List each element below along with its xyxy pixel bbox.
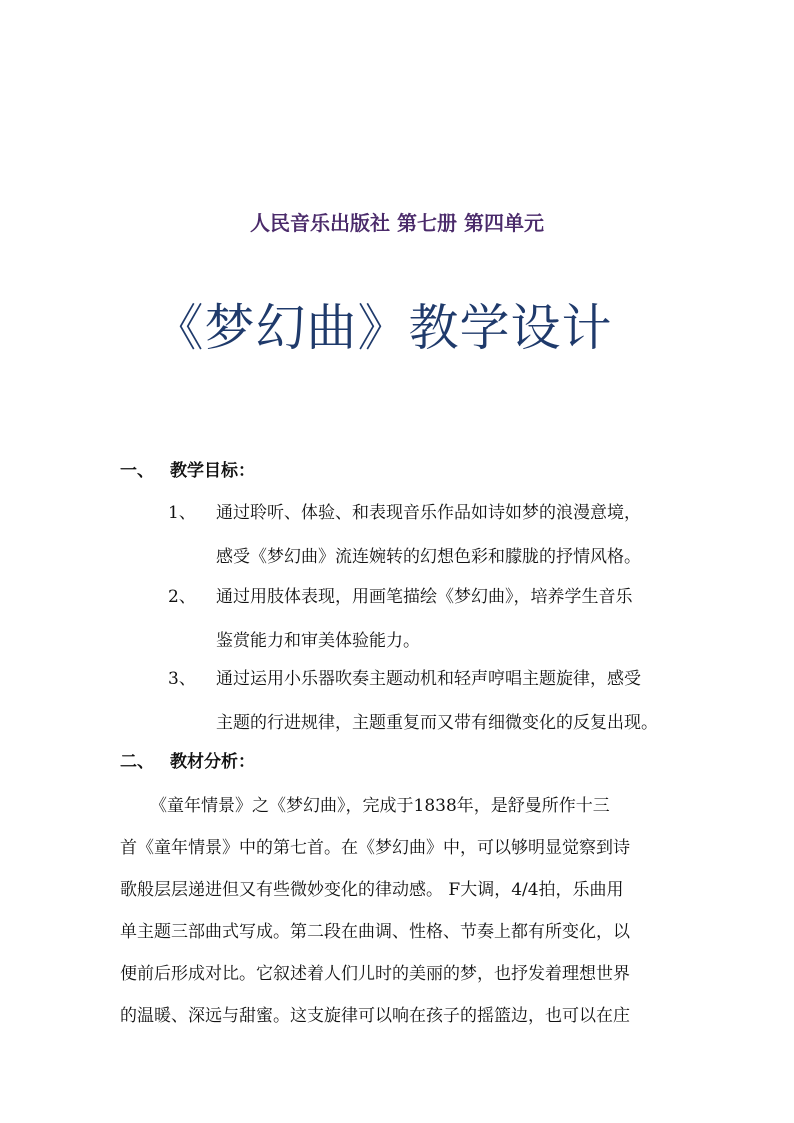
paragraph-line: 便前后形成对比。它叙述着人们儿时的美丽的梦，也抒发着理想世界	[120, 964, 630, 984]
item-number: 2、	[168, 587, 196, 607]
section-number: 一、	[120, 461, 154, 481]
section-number: 二、	[120, 752, 154, 772]
section-heading-analysis	[120, 749, 255, 775]
item-number: 3、	[168, 669, 196, 689]
item-text-line1: 通过运用小乐器吹奏主题动机和轻声哼唱主题旋律，感受	[216, 669, 641, 689]
paragraph-line: 首《童年情景》中的第七首。在《梦幻曲》中，可以够明显觉察到诗	[120, 838, 630, 858]
section-title: 教学目标：	[170, 461, 255, 481]
page-title: 《梦幻曲》教学设计	[153, 299, 613, 357]
paragraph-line: 单主题三部曲式写成。第二段在曲调、性格、节奏上都有所变化，以	[120, 922, 630, 942]
item-text-line1: 通过用肢体表现，用画笔描绘《梦幻曲》，培养学生音乐	[216, 587, 633, 607]
item-number: 1、	[168, 503, 196, 523]
item-text-line2: 感受《梦幻曲》流连婉转的幻想色彩和朦胧的抒情风格。	[216, 547, 641, 567]
paragraph-line: 《童年情景》之《梦幻曲》，完成于1838年，是舒曼所作十三	[150, 796, 610, 816]
paragraph-line: 的温暖、深远与甜蜜。这支旋律可以响在孩子的摇篮边，也可以在庄	[120, 1006, 630, 1026]
publisher-subtitle: 人民音乐出版社 第七册 第四单元	[250, 211, 544, 235]
paragraph-line: 歌般层层递进但又有些微妙变化的律动感。 F大调，4/4拍，乐曲用	[120, 880, 624, 900]
section-title: 教材分析：	[170, 752, 255, 772]
item-text-line2: 鉴赏能力和审美体验能力。	[216, 631, 420, 651]
item-text-line1: 通过聆听、体验、和表现音乐作品如诗如梦的浪漫意境，	[216, 503, 641, 523]
section-heading-objectives	[120, 458, 255, 484]
item-text-line2: 主题的行进规律，主题重复而又带有细微变化的反复出现。	[216, 713, 658, 733]
